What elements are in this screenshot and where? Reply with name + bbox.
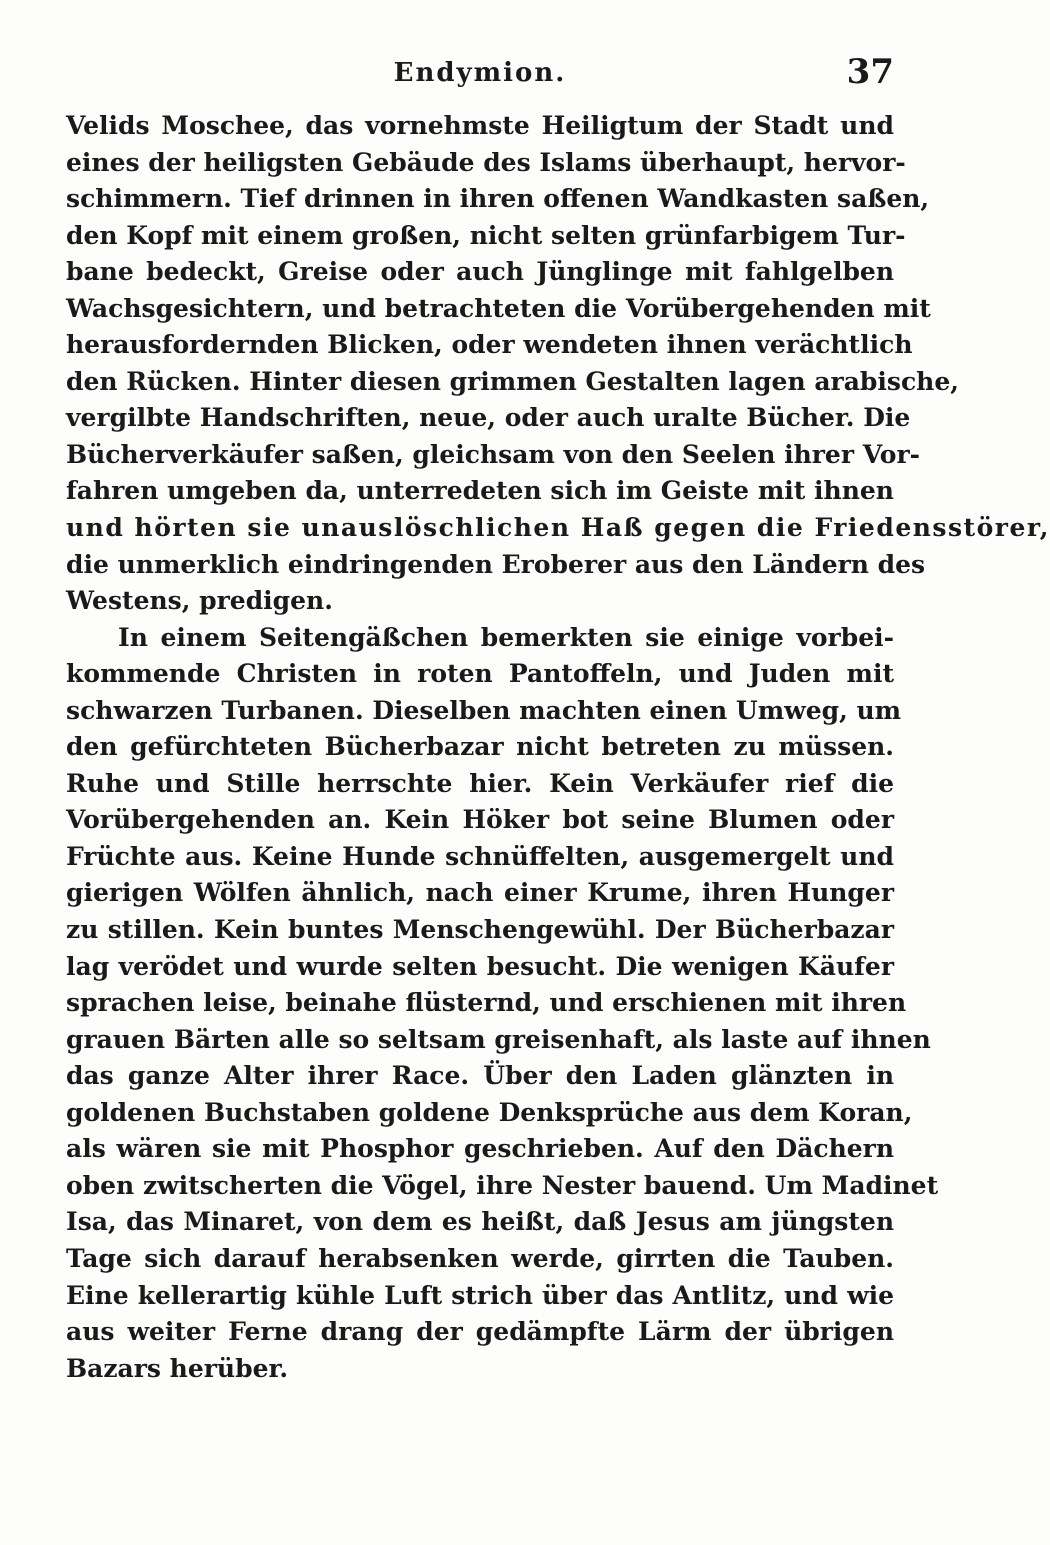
running-title: Endymion. xyxy=(393,58,567,88)
text-line: Tage sich darauf herabsenken werde, girrten die Tauben. xyxy=(66,1243,894,1273)
text-line: als wären sie mit Phosphor geschrieben. Auf den Dächern xyxy=(66,1134,894,1164)
text-line: die unmerklich eindringenden Eroberer aus den Ländern des xyxy=(66,549,926,579)
text-line: sprachen leise, beinahe flüsternd, und erschienen mit ihren xyxy=(66,988,907,1018)
text-line-indented: In einem Seitengäßchen bemerkten sie einige vorbei- xyxy=(118,622,894,652)
text-line: bane bedeckt, Greise oder auch Jünglinge mit fahlgelben xyxy=(66,257,894,287)
text-line: zu stillen. Kein buntes Menschengewühl. Der Bücherbazar xyxy=(66,915,894,945)
text-line-last: Westens, predigen. xyxy=(66,586,333,616)
text-line: das ganze Alter ihrer Race. Über den Laden glänzten in xyxy=(66,1061,894,1091)
text-line: herausfordernden Blicken, oder wendeten ihnen verächtlich xyxy=(66,330,913,360)
text-line: Isa, das Minaret, von dem es heißt, daß Jesus am jüngsten xyxy=(66,1207,894,1237)
body-text xyxy=(66,108,1050,1387)
text-line: lag verödet und wurde selten besucht. Die wenigen Käufer xyxy=(66,951,894,981)
text-line: Wachsgesichtern, und betrachteten die Vorübergehenden mit xyxy=(66,293,931,323)
text-line: den Rücken. Hinter diesen grimmen Gestalten lagen arabische, xyxy=(66,366,959,396)
text-line: vergilbte Handschriften, neue, oder auch uralte Bücher. Die xyxy=(66,403,911,433)
paragraph-1 xyxy=(66,108,1050,620)
paragraph-2 xyxy=(66,620,939,1387)
text-line: schimmern. Tief drinnen in ihren offenen Wandkasten saßen, xyxy=(66,184,930,214)
text-line: Eine kellerartig kühle Luft strich über das Antlitz, und wie xyxy=(66,1280,894,1310)
text-line: fahren umgeben da, unterredeten sich im Geiste mit ihnen xyxy=(66,476,894,506)
text-line: schwarzen Turbanen. Dieselben machten einen Umweg, um xyxy=(66,695,902,725)
text-line: gierigen Wölfen ähnlich, nach einer Krume, ihren Hunger xyxy=(66,878,894,908)
text-line: Velids Moschee, das vornehmste Heiligtum der Stadt und xyxy=(66,111,894,140)
text-line: grauen Bärten alle so seltsam greisenhaft, als laste auf ihnen xyxy=(66,1024,931,1054)
text-line: Früchte aus. Keine Hunde schnüffelten, ausgemergelt und xyxy=(66,841,894,871)
page-number: 37 xyxy=(846,52,894,92)
text-line: aus weiter Ferne drang der gedämpfte Lärm der übrigen xyxy=(66,1317,894,1347)
text-line: den Kopf mit einem großen, nicht selten grünfarbigem Tur- xyxy=(66,220,906,250)
text-line-last: Bazars herüber. xyxy=(66,1353,289,1383)
text-line: goldenen Buchstaben goldene Denksprüche aus dem Koran, xyxy=(66,1097,913,1127)
text-line: eines der heiligsten Gebäude des Islams überhaupt, hervor- xyxy=(66,147,906,177)
text-line: kommende Christen in roten Pantoffeln, und Juden mit xyxy=(66,659,894,689)
text-line: den gefürchteten Bücherbazar nicht betreten zu müssen. xyxy=(66,732,894,762)
running-head xyxy=(66,52,894,96)
text-line: Bücherverkäufer saßen, gleichsam von den Seelen ihrer Vor- xyxy=(66,439,921,469)
text-line: oben zwitscherten die Vögel, ihre Nester bauend. Um Madinet xyxy=(66,1170,939,1200)
text-line-spaced: und hörten sie unauslöschlichen Haß gegen die Friedensstörer, xyxy=(66,513,1050,543)
text-line: Ruhe und Stille herrschte hier. Kein Verkäufer rief die xyxy=(66,768,894,798)
text-line: Vorübergehenden an. Kein Höker bot seine Blumen oder xyxy=(66,805,894,835)
